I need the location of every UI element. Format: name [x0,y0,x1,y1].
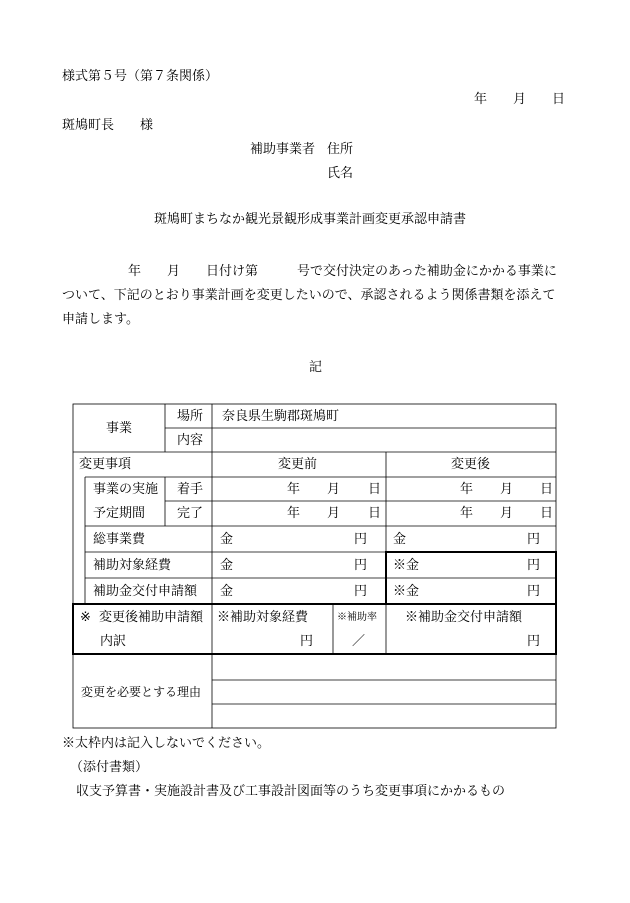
body-line-3: 申請します。 [62,312,139,327]
cell-jisshi-1: 事業の実施 [93,482,159,497]
date-year: 年 [460,506,474,521]
slash: ／ [352,634,366,649]
cell-kofu-gaku: 補助金交付申請額 [93,584,198,599]
date-line: 年 月 日 [474,92,566,107]
kome-mark: ※ [80,610,91,625]
date-month: 月 [500,482,514,497]
en: 円 [354,532,368,547]
cell-kome-taisho: ※補助対象経費 [217,610,309,625]
cell-basho: 場所 [177,409,204,424]
en: 円 [527,532,541,547]
applicant-label: 補助事業者 [250,142,316,157]
date-month: 月 [500,506,514,521]
cell-henko-jiko: 変更事項 [79,457,132,472]
document-title: 斑鳩町まちなか観光景観形成事業計画変更承認申請書 [154,212,467,227]
kome-kin: ※金 [393,584,420,599]
cell-kome-ritsu: ※補助率 [337,612,377,623]
form-number: 様式第５号（第７条関係） [62,69,219,84]
cell-riyu: 変更を必要とする理由 [81,685,202,699]
en: 円 [354,558,368,573]
cell-uchiwake: 内訳 [100,634,127,649]
cell-basho-value: 奈良県生駒郡斑鳩町 [222,409,340,424]
footer-note: ※太枠内は記入しないでください。 [62,736,271,751]
cell-henko-go: 変更後 [451,457,491,472]
cell-chakushu: 着手 [177,482,204,497]
date-day: 日 [540,506,554,521]
en: 円 [527,584,541,599]
cell-naiyo: 内容 [177,433,204,448]
body-line-1: 年 月 日付け第 号で交付決定のあった補助金にかかる事業に [128,264,557,279]
cell-kanryo: 完了 [177,506,204,521]
attach-text: 収支予算書・実施設計書及び工事設計図面等のうち変更事項にかかるもの [76,784,506,799]
kin: 金 [220,558,234,573]
kin: 金 [393,532,407,547]
en: 円 [527,558,541,573]
address-label: 住所 [327,142,354,157]
date-year: 年 [460,482,474,497]
cell-henko-mae: 変更前 [278,457,318,472]
cell-jigyo: 事業 [106,421,133,436]
date-day: 日 [368,506,382,521]
attach-label: （添付書類） [70,760,149,775]
cell-sojigyohi: 総事業費 [93,532,146,547]
en: 円 [354,584,368,599]
addressee: 斑鳩町長 様 [62,118,154,133]
date-year: 年 [287,506,301,521]
ki-heading: 記 [309,360,323,375]
date-month: 月 [327,506,341,521]
cell-jisshi-2: 予定期間 [93,506,146,521]
body-line-2: ついて、下記のとおり事業計画を変更したいので、承認されるよう関係書類を添えて [62,288,556,303]
cell-henkogo-label: 変更後補助申請額 [99,610,204,625]
kin: 金 [220,532,234,547]
kin: 金 [220,584,234,599]
kome-kin: ※金 [393,558,420,573]
cell-taisho-keihi: 補助対象経費 [93,558,172,573]
cell-kome-kofu: ※補助金交付申請額 [405,610,523,625]
date-day: 日 [540,482,554,497]
en: 円 [527,634,541,649]
date-day: 日 [368,482,382,497]
date-month: 月 [327,482,341,497]
en: 円 [300,634,314,649]
name-label: 氏名 [327,166,354,181]
date-year: 年 [287,482,301,497]
